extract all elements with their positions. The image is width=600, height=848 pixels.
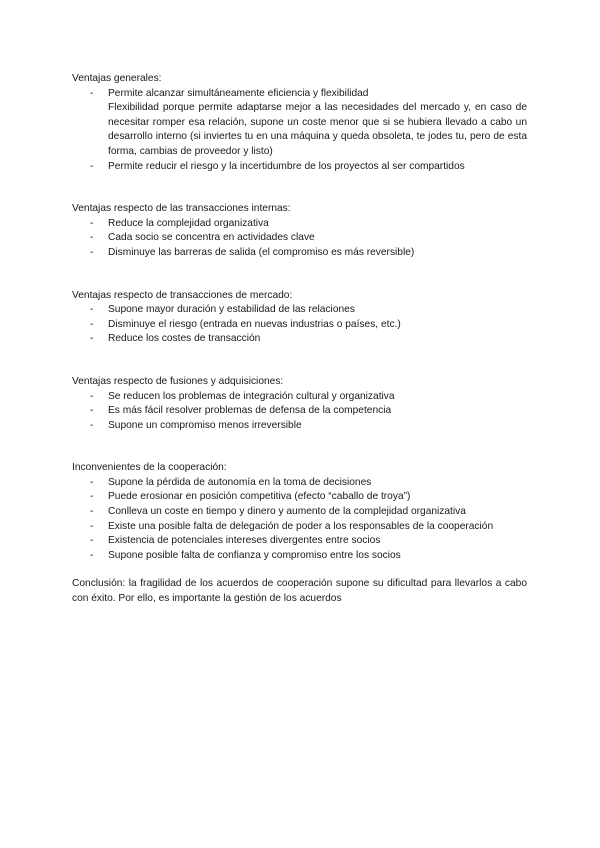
bullet-dash: - [90, 87, 94, 99]
section-heading: Ventajas generales: [72, 73, 162, 84]
bullet-dash: - [90, 491, 94, 503]
list-item-text: Reduce la complejidad organizativa [108, 217, 269, 229]
section-fusiones-adquisiciones [72, 375, 527, 433]
list-item [72, 318, 527, 333]
list-item [72, 419, 527, 434]
list-item [72, 549, 527, 564]
list-item [72, 520, 527, 535]
list-item [72, 246, 527, 261]
bullet-dash: - [90, 217, 94, 229]
bullet-dash: - [90, 549, 94, 561]
bullet-list [72, 87, 527, 175]
bullet-list [72, 476, 527, 564]
section-heading: Ventajas respecto de transacciones de mercado: [72, 289, 293, 301]
section-transacciones-mercado [72, 289, 527, 347]
section-inconvenientes [72, 461, 527, 563]
bullet-dash: - [90, 405, 94, 417]
list-item [72, 160, 527, 175]
list-item-detail: Flexibilidad porque permite adaptarse mejor a las necesidades del mercado y, en caso de necesitar romper esa relación, supone un coste menor que si se hubiera llevado a cabo un desarrollo interno (si inviertes tu en una máquina y queda obsoleta, te jodes tu, pero de esta forma, cambias de proveedor y listo) [108, 102, 527, 157]
bullet-list [72, 217, 527, 261]
bullet-dash: - [90, 390, 94, 402]
list-item-text: Existe una posible falta de delegación de poder a los responsables de la cooperación [108, 520, 494, 532]
list-item-text: Disminuye las barreras de salida (el compromiso es más reversible) [108, 246, 415, 258]
list-item-text: Reduce los costes de transacción [108, 333, 261, 345]
conclusion-paragraph: Conclusión: la fragilidad de los acuerdos de cooperación supone su dificultad para llevarlos a cabo con éxito. Por ello, es importante la gestión de los acuerdos [72, 578, 527, 605]
list-item-text: Supone posible falta de confianza y compromiso entre los socios [108, 549, 401, 561]
document-page [72, 72, 527, 607]
list-item-text: Supone mayor duración y estabilidad de las relaciones [108, 304, 355, 316]
bullet-list [72, 303, 527, 347]
list-item [72, 534, 527, 549]
bullet-dash: - [90, 535, 94, 547]
section-transacciones-internas [72, 202, 527, 260]
bullet-dash: - [90, 506, 94, 518]
list-item [72, 217, 527, 232]
list-item [72, 332, 527, 347]
list-item-text: Permite alcanzar simultáneamente eficiencia y flexibilidad [108, 87, 369, 99]
section-heading: Inconvenientes de la cooperación: [72, 462, 227, 474]
list-item-text: Cada socio se concentra en actividades clave [108, 232, 315, 244]
bullet-dash: - [90, 160, 94, 172]
list-item-text: Supone un compromiso menos irreversible [108, 419, 302, 431]
list-item-text: Se reducen los problemas de integración cultural y organizativa [108, 390, 395, 402]
list-item-text: Conlleva un coste en tiempo y dinero y aumento de la complejidad organizativa [108, 506, 466, 518]
bullet-dash: - [90, 318, 94, 330]
bullet-dash: - [90, 476, 94, 488]
list-item [72, 490, 527, 505]
bullet-dash: - [90, 520, 94, 532]
list-item [72, 303, 527, 318]
bullet-dash: - [90, 419, 94, 431]
list-item [72, 505, 527, 520]
list-item-text: Existencia de potenciales intereses divergentes entre socios [108, 535, 381, 547]
list-item [72, 476, 527, 491]
bullet-list [72, 390, 527, 434]
bullet-dash: - [90, 232, 94, 244]
bullet-dash: - [90, 333, 94, 345]
list-item [72, 231, 527, 246]
list-item-text: Puede erosionar en posición competitiva (efecto “caballo de troya”) [108, 491, 411, 503]
list-item-text: Es más fácil resolver problemas de defensa de la competencia [108, 405, 392, 417]
section-ventajas-generales [72, 72, 527, 174]
bullet-dash: - [90, 304, 94, 316]
list-item-text: Permite reducir el riesgo y la incertidumbre de los proyectos al ser compartidos [108, 160, 465, 172]
section-heading: Ventajas respecto de fusiones y adquisiciones: [72, 375, 284, 387]
list-item-text: Supone la pérdida de autonomía en la toma de decisiones [108, 476, 372, 488]
list-item [72, 87, 527, 160]
list-item [72, 404, 527, 419]
section-heading: Ventajas respecto de las transacciones internas: [72, 203, 291, 215]
list-item [72, 390, 527, 405]
list-item-text: Disminuye el riesgo (entrada en nuevas industrias o países, etc.) [108, 318, 401, 330]
bullet-dash: - [90, 246, 94, 258]
